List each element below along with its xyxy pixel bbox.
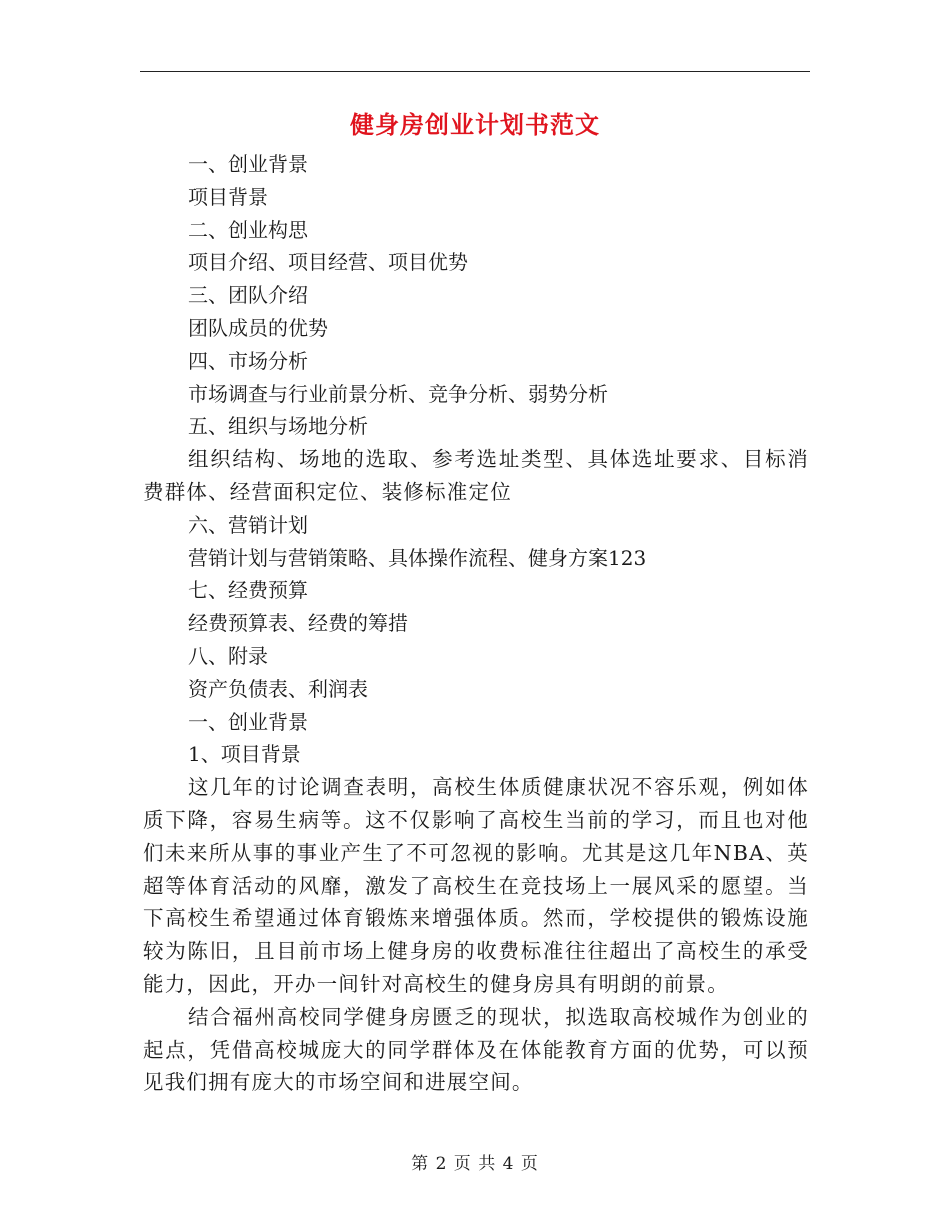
- subsection-heading: 1、项目背景: [188, 742, 301, 767]
- outline-line: 四、市场分析: [188, 348, 308, 373]
- outline-line: 市场调查与行业前景分析、竞争分析、弱势分析: [188, 381, 608, 406]
- outline-line: 八、附录: [188, 643, 268, 668]
- outline-line: 五、组织与场地分析: [188, 414, 368, 439]
- outline-line: 二、创业构思: [188, 217, 308, 242]
- body-paragraph: 结合福州高校同学健身房匮乏的现状，拟选取高校城作为创业的起点，凭借高校城庞大的同学群体及在体能教育方面的优势，可以预见我们拥有庞大的市场空间和进展空间。: [143, 1004, 809, 1095]
- document-title: 健身房创业计划书范文: [350, 111, 600, 139]
- outline-line: 七、经费预算: [188, 578, 308, 603]
- document-body: [143, 148, 809, 1099]
- outline-line: 六、营销计划: [188, 512, 308, 537]
- outline-line: 项目背景: [188, 184, 268, 209]
- outline-wrapped-line: 组织结构、场地的选取、参考选址类型、具体选址要求、目标消费群体、经营面积定位、装修标准定位: [143, 447, 809, 504]
- outline-line: 三、团队介绍: [188, 283, 308, 308]
- outline-line: 团队成员的优势: [188, 315, 328, 340]
- page-number-footer: 第 2 页 共 4 页: [411, 1154, 539, 1174]
- body-paragraph: 这几年的讨论调查表明，高校生体质健康状况不容乐观，例如体质下降，容易生病等。这不仅影响了高校生当前的学习，而且也对他们未来所从事的事业产生了不可忽视的影响。尤其是这几年NBA、英超等体育活动的风靡，激发了高校生在竞技场上一展风采的愿望。当下高校生希望通过体育锻炼来增强体质。然而，学校提供的锻炼设施较为陈旧，且目前市场上健身房的收费标准往往超出了高校生的承受能力，因此，开办一间针对高校生的健身房具有明朗的前景。: [143, 775, 809, 996]
- outline-line: 营销计划与营销策略、具体操作流程、健身方案123: [188, 545, 647, 570]
- outline-line: 一、创业背景: [188, 152, 308, 176]
- outline-line: 项目介绍、项目经营、项目优势: [188, 250, 468, 275]
- outline-line: 经费预算表、经费的筹措: [188, 611, 408, 636]
- section-heading: 一、创业背景: [188, 709, 308, 734]
- header-rule: [140, 71, 810, 72]
- outline-line: 资产负债表、利润表: [188, 676, 368, 701]
